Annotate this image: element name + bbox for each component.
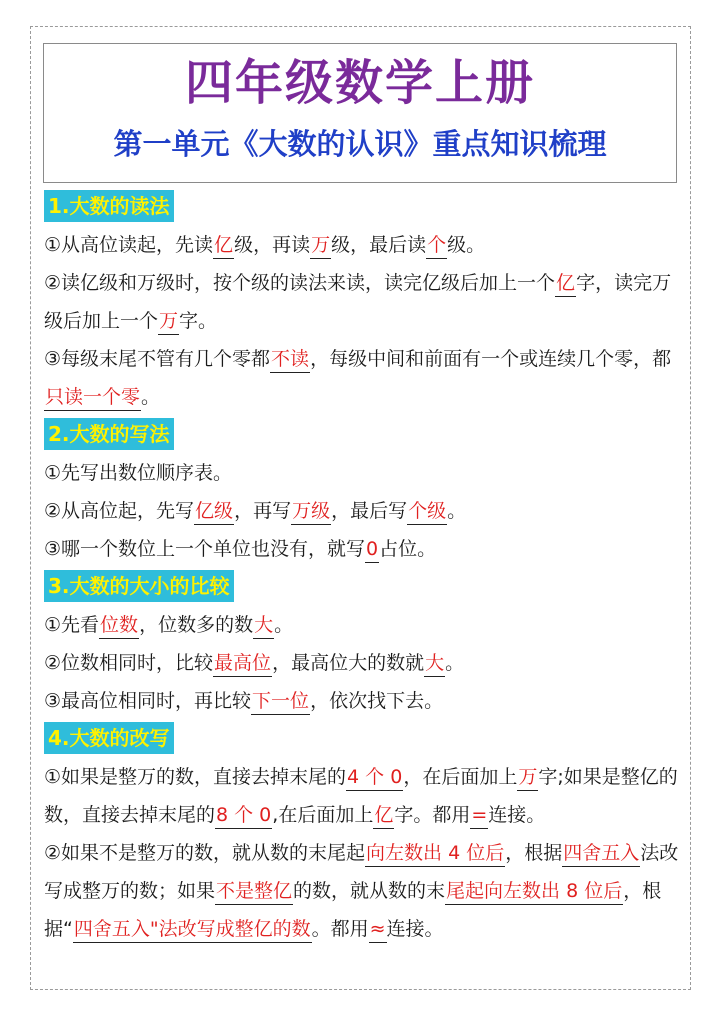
text-segment: 级，再读 (234, 234, 311, 256)
text-segment: 连接。 (488, 804, 546, 826)
text-segment: ③每级末尾不管有几个零都 (44, 348, 271, 370)
page-title: 四年级数学上册 (184, 55, 535, 111)
text-segment: ②如果不是整万的数，就从数的末尾起 (44, 842, 366, 864)
knowledge-point (44, 340, 690, 416)
text-segment: 占位。 (379, 538, 437, 560)
section-heading: 3.大数的大小的比较 (44, 570, 234, 602)
text-segment: ①先看 (44, 614, 100, 636)
text-segment: 的数，就从数的末 (293, 880, 446, 902)
section-heading: 4.大数的改写 (44, 722, 174, 754)
blank-answer: 下一位 (251, 689, 310, 715)
blank-answer: 0 (365, 537, 379, 563)
text-segment: 。 (447, 500, 467, 522)
text-segment: 。 (141, 386, 161, 408)
section-heading: 2.大数的写法 (44, 418, 174, 450)
section-heading: 1.大数的读法 (44, 190, 174, 222)
text-segment: 连接。 (386, 918, 444, 940)
blank-answer: 位数 (99, 613, 139, 639)
text-segment: ，位数多的数 (139, 614, 254, 636)
text-segment: ③最高位相同时，再比较 (44, 690, 252, 712)
knowledge-point (44, 758, 690, 834)
blank-answer: 8 个 0 (215, 803, 272, 829)
knowledge-point (44, 454, 690, 492)
content-area (44, 188, 690, 948)
text-segment: ③哪一个数位上一个单位也没有，就写 (44, 538, 366, 560)
knowledge-point (44, 530, 690, 568)
blank-answer: 只读一个零 (44, 385, 141, 411)
title-box (43, 43, 677, 183)
blank-answer: 万 (517, 765, 538, 791)
blank-answer: 亿 (373, 803, 394, 829)
knowledge-point (44, 606, 690, 644)
blank-answer: 最高位 (213, 651, 272, 677)
blank-answer: ≈ (369, 917, 387, 943)
text-segment: ，根据“ (44, 880, 662, 940)
text-segment: ①如果是整万的数，直接去掉末尾的 (44, 766, 347, 788)
text-segment: ，每级中间和前面有一个或连续几个零，都 (310, 348, 672, 370)
text-segment: ②读亿级和万级时，按个级的读法来读，读完亿级后加上一个 (44, 272, 556, 294)
knowledge-point (44, 226, 690, 264)
blank-answer: 万级 (291, 499, 331, 525)
text-segment: 字，读完万级后加上一个 (44, 272, 672, 332)
text-segment: ，在后面加上 (403, 766, 518, 788)
knowledge-point (44, 492, 690, 530)
blank-answer: 不读 (270, 347, 310, 373)
text-segment: 级。 (447, 234, 486, 256)
page-subtitle: 第一单元《大数的认识》重点知识梳理 (113, 127, 607, 161)
text-segment: ,在后面加上 (272, 804, 374, 826)
blank-answer: = (470, 803, 488, 829)
blank-answer: 大 (253, 613, 274, 639)
text-segment: 级，最后读 (331, 234, 427, 256)
knowledge-point (44, 834, 690, 948)
blank-answer: 个 (426, 233, 447, 259)
text-segment: ①从高位读起，先读 (44, 234, 214, 256)
blank-answer: 四舍五入 (562, 841, 640, 867)
text-segment: 。都用 (311, 918, 369, 940)
blank-answer: 大 (424, 651, 445, 677)
blank-answer: 亿级 (194, 499, 234, 525)
text-segment: ，最高位大的数就 (272, 652, 425, 674)
blank-answer: 4 个 0 (346, 765, 403, 791)
blank-answer: 尾起向左数出 8 位后 (445, 879, 623, 905)
blank-answer: 四舍五入"法改写成整亿的数 (73, 917, 312, 943)
blank-answer: 亿 (555, 271, 576, 297)
knowledge-point (44, 682, 690, 720)
blank-answer: 万 (158, 309, 179, 335)
text-segment: ，依次找下去。 (310, 690, 444, 712)
text-segment: ①先写出数位顺序表。 (44, 462, 233, 484)
text-segment: ②位数相同时，比较 (44, 652, 214, 674)
text-segment: 法改写成整万的数；如果 (44, 842, 679, 902)
blank-answer: 亿 (213, 233, 234, 259)
text-segment: ，根据 (505, 842, 563, 864)
knowledge-point (44, 644, 690, 682)
text-segment: ，最后写 (331, 500, 408, 522)
text-segment: 字。都用 (394, 804, 471, 826)
blank-answer: 不是整亿 (215, 879, 293, 905)
knowledge-point (44, 264, 690, 340)
text-segment: 。 (274, 614, 294, 636)
text-segment: ，再写 (234, 500, 292, 522)
text-segment: 字。 (179, 310, 218, 332)
blank-answer: 个级 (407, 499, 447, 525)
text-segment: 。 (445, 652, 465, 674)
text-segment: ②从高位起，先写 (44, 500, 195, 522)
blank-answer: 向左数出 4 位后 (365, 841, 505, 867)
text-segment: 字;如果是整亿的数，直接去掉末尾的 (44, 766, 678, 826)
blank-answer: 万 (310, 233, 331, 259)
